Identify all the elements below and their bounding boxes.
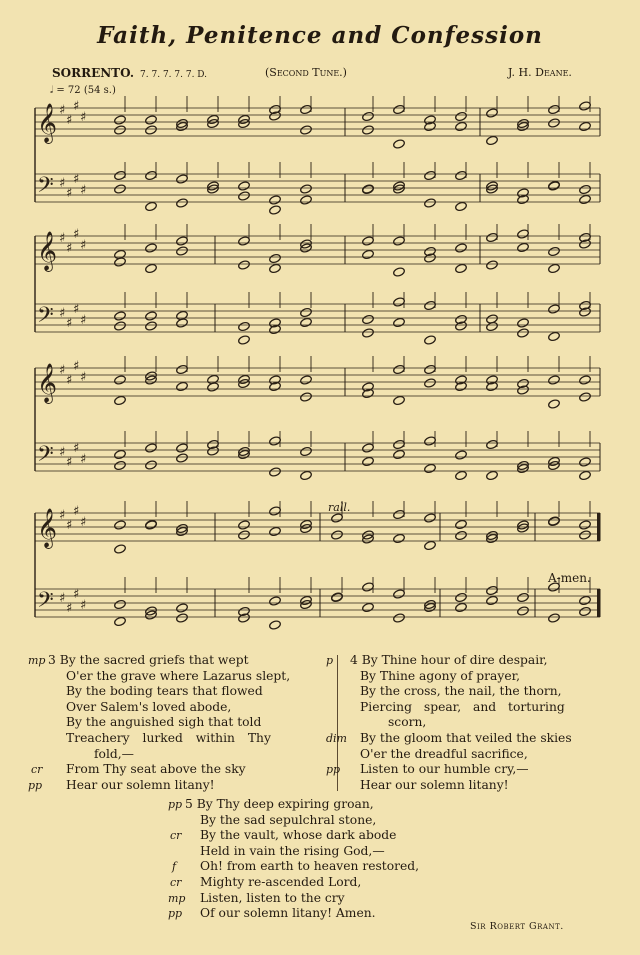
note-head — [114, 616, 127, 627]
sharp-icon: ♯ — [80, 515, 87, 530]
note-head — [238, 530, 251, 541]
note-head — [269, 526, 282, 537]
sharp-icon: ♯ — [59, 306, 66, 321]
sharp-icon: ♯ — [66, 455, 73, 470]
verse-text: Treachery lurked within Thy — [66, 730, 271, 745]
verse-line — [168, 875, 419, 891]
note-head — [114, 449, 127, 460]
note-head — [269, 253, 282, 264]
note-head — [486, 439, 499, 450]
note-head — [424, 463, 437, 474]
note-head — [176, 174, 189, 185]
note-head — [362, 456, 375, 467]
verse-text: Listen, listen to the cry — [200, 890, 345, 905]
sharp-icon: ♯ — [73, 504, 80, 519]
note-head — [269, 205, 282, 216]
note-head — [114, 395, 127, 406]
verse-text: By Thine agony of prayer, — [360, 668, 521, 683]
verse-text: By Thy deep expiring groan, — [196, 797, 374, 811]
verse-line — [28, 715, 290, 731]
note-head — [424, 335, 437, 346]
note-head — [424, 378, 437, 389]
note-head — [114, 599, 127, 610]
note-head — [579, 392, 592, 403]
rall-marking: rall. — [328, 501, 351, 514]
verse-line — [168, 813, 419, 829]
note-head — [455, 470, 468, 481]
note-head — [300, 184, 313, 195]
note-head — [393, 589, 406, 600]
note-head — [145, 243, 158, 254]
dynamic-mark: pp — [28, 778, 43, 792]
note-head — [176, 310, 189, 321]
sharp-icon: ♯ — [66, 241, 73, 256]
note-head — [114, 321, 127, 332]
verse-line — [28, 669, 290, 685]
note-head — [455, 602, 468, 613]
dynamic-mark: cr — [170, 875, 182, 889]
note-head — [145, 311, 158, 322]
verse-line — [168, 797, 419, 813]
bass-clef-icon: 𝄢 — [37, 303, 54, 333]
verse-line — [28, 653, 290, 669]
note-head — [362, 125, 375, 136]
note-head — [424, 513, 437, 524]
sharp-icon: ♯ — [73, 172, 80, 187]
verse-line — [168, 859, 419, 875]
sharp-icon: ♯ — [73, 359, 80, 374]
page-title: Faith, Penitence and Confession — [97, 22, 543, 49]
note-head — [548, 304, 561, 315]
sharp-icon: ♯ — [59, 508, 66, 523]
dynamic-mark: mp — [168, 891, 186, 905]
note-head — [517, 328, 530, 339]
note-head — [176, 603, 189, 614]
note-head — [362, 602, 375, 613]
verse-number: 5 — [185, 797, 193, 811]
verse-text: By the cross, the nail, the thorn, — [360, 684, 562, 699]
note-head — [393, 395, 406, 406]
note-head — [114, 460, 127, 471]
verse-text: Of our solemn litany! Amen. — [200, 906, 376, 921]
note-head — [114, 125, 127, 136]
note-head — [517, 318, 530, 329]
verse-line — [326, 669, 572, 685]
note-head — [393, 267, 406, 278]
amen-lyric: A-men. — [548, 571, 591, 585]
note-head — [176, 198, 189, 209]
note-head — [579, 530, 592, 541]
note-head — [269, 467, 282, 478]
note-head — [145, 125, 158, 136]
note-head — [579, 457, 592, 468]
note-head — [145, 443, 158, 454]
note-head — [455, 519, 468, 530]
verse-text: Oh! from earth to heaven restored, — [200, 859, 420, 874]
note-head — [238, 520, 251, 531]
verse-line — [326, 700, 572, 716]
tune-meter: 7. 7. 7. 7. 7. D. — [140, 70, 208, 80]
note-head — [114, 170, 127, 181]
note-head — [486, 232, 499, 243]
note-head — [114, 375, 127, 386]
note-head — [455, 201, 468, 212]
verse-line — [28, 731, 290, 747]
note-head — [455, 111, 468, 122]
note-head — [424, 170, 437, 181]
note-head — [145, 115, 158, 126]
sharp-icon: ♯ — [59, 103, 66, 118]
note-head — [579, 375, 592, 386]
verse-text: scorn, — [388, 715, 427, 730]
verse-number: 3 — [48, 653, 56, 667]
verse-text: Hear our solemn litany! — [360, 777, 509, 792]
note-head — [362, 314, 375, 325]
sharp-icon: ♯ — [66, 601, 73, 616]
verse-line — [168, 906, 419, 922]
bass-clef-icon: 𝄢 — [37, 173, 54, 203]
note-head — [424, 436, 437, 447]
dynamic-mark: p — [326, 654, 334, 667]
final-barline — [597, 589, 600, 617]
dynamic-mark: pp — [168, 798, 183, 811]
sharp-icon: ♯ — [66, 373, 73, 388]
verse-line — [326, 653, 572, 669]
sharp-icon: ♯ — [80, 598, 87, 613]
note-head — [548, 263, 561, 274]
note-head — [114, 115, 127, 126]
verse-text: Held in vain the rising God,— — [200, 843, 385, 858]
note-head — [362, 236, 375, 247]
note-head — [548, 375, 561, 386]
note-head — [393, 613, 406, 624]
dynamic-mark: pp — [326, 763, 341, 777]
verse-line — [326, 715, 572, 731]
note-head — [579, 101, 592, 112]
note-head — [362, 443, 375, 454]
sharp-icon: ♯ — [80, 110, 87, 125]
note-head — [486, 585, 499, 596]
sharp-icon: ♯ — [80, 370, 87, 385]
note-head — [424, 198, 437, 209]
verse-text: From Thy seat above the sky — [66, 762, 246, 777]
note-head — [176, 246, 189, 257]
verse-text: O'er the dreadful sacrifice, — [360, 746, 528, 761]
note-head — [455, 592, 468, 603]
tempo-text: = 72 (54 s.) — [56, 85, 116, 96]
note-head — [548, 399, 561, 410]
sharp-icon: ♯ — [66, 518, 73, 533]
note-head — [238, 321, 251, 332]
treble-clef-icon: 𝄞 — [37, 363, 58, 403]
note-head — [579, 595, 592, 606]
note-head — [238, 191, 251, 202]
verse-text: By Thine hour of dire despair, — [361, 653, 548, 667]
verse-text: Piercing spear, and torturing — [360, 699, 565, 714]
note-head — [145, 460, 158, 471]
verse-line — [326, 684, 572, 700]
note-head — [393, 439, 406, 450]
note-head — [455, 263, 468, 274]
sharp-icon: ♯ — [73, 441, 80, 456]
note-head — [145, 321, 158, 332]
note-head — [486, 595, 499, 606]
final-barline — [597, 513, 600, 541]
note-head — [238, 236, 251, 247]
verse-line — [28, 778, 290, 794]
note-head — [176, 443, 189, 454]
note-head — [269, 506, 282, 517]
sharp-icon: ♯ — [73, 227, 80, 242]
note-head — [393, 364, 406, 375]
note-head — [114, 184, 127, 195]
note-head — [548, 118, 561, 129]
note-head — [455, 170, 468, 181]
note-head — [238, 260, 251, 271]
note-head — [176, 613, 189, 624]
note-head — [176, 364, 189, 375]
note-head — [145, 170, 158, 181]
note-head — [300, 317, 313, 328]
note-head — [300, 125, 313, 136]
note-head — [176, 381, 189, 392]
note-head — [300, 104, 313, 115]
sharp-icon: ♯ — [80, 452, 87, 467]
verse-text: Listen to our humble cry,— — [360, 762, 529, 777]
verse-line — [326, 747, 572, 763]
sharp-icon: ♯ — [59, 445, 66, 460]
note-head — [393, 449, 406, 460]
note-head — [269, 596, 282, 607]
note-head — [548, 331, 561, 342]
note-head — [579, 520, 592, 531]
verse-line — [168, 891, 419, 907]
note-head — [300, 470, 313, 481]
note-head — [517, 242, 530, 253]
treble-clef-icon: 𝄞 — [37, 103, 58, 143]
sharp-icon: ♯ — [59, 363, 66, 378]
sharp-icon: ♯ — [66, 113, 73, 128]
note-head — [517, 606, 530, 617]
note-head — [362, 249, 375, 260]
tune-setting: (Second Tune.) — [265, 66, 347, 79]
note-head — [455, 121, 468, 132]
note-head — [300, 307, 313, 318]
verse-line — [28, 700, 290, 716]
note-head — [486, 470, 499, 481]
note-head — [486, 314, 499, 325]
note-head — [393, 139, 406, 150]
note-head — [517, 592, 530, 603]
note-head — [300, 392, 313, 403]
verse-text: By the sad sepulchral stone, — [200, 812, 377, 827]
note-head — [455, 530, 468, 541]
sharp-icon: ♯ — [66, 186, 73, 201]
note-head — [393, 509, 406, 520]
note-head — [114, 544, 127, 555]
verse-text: Hear our solemn litany! — [66, 777, 215, 792]
note-head — [424, 300, 437, 311]
verse-line — [28, 747, 290, 763]
sharp-icon: ♯ — [73, 99, 80, 114]
note-head — [176, 453, 189, 464]
note-head — [207, 374, 220, 385]
note-head — [393, 297, 406, 308]
note-head — [331, 513, 344, 524]
note-head — [269, 436, 282, 447]
note-head — [517, 229, 530, 240]
note-head — [300, 195, 313, 206]
note-head — [331, 530, 344, 541]
verse-4 — [326, 653, 572, 793]
dynamic-mark: dim — [326, 731, 347, 745]
note-head — [579, 184, 592, 195]
dynamic-mark: cr — [31, 763, 43, 777]
note-head — [393, 236, 406, 247]
verse-text: By the vault, whose dark abode — [200, 828, 397, 843]
verse-line — [28, 684, 290, 700]
note-head — [269, 263, 282, 274]
verse-line — [326, 762, 572, 778]
note-head — [269, 195, 282, 206]
treble-clef-icon: 𝄞 — [37, 231, 58, 271]
sharp-icon: ♯ — [80, 183, 87, 198]
verse-number: 4 — [350, 653, 358, 667]
verse-line — [326, 778, 572, 794]
verse-text: By the anguished sigh that told — [66, 715, 262, 730]
treble-clef-icon: 𝄞 — [37, 508, 58, 548]
note-head — [362, 328, 375, 339]
sharp-icon: ♯ — [59, 176, 66, 191]
note-head — [424, 540, 437, 551]
note-head — [486, 260, 499, 271]
author: Sir Robert Grant. — [470, 921, 564, 932]
note-head — [362, 582, 375, 593]
half-note-icon: 𝅗𝅥 — [50, 85, 54, 96]
sharp-icon: ♯ — [80, 238, 87, 253]
note-head — [362, 111, 375, 122]
sharp-icon: ♯ — [73, 587, 80, 602]
note-head — [455, 450, 468, 461]
verse-text: fold,— — [94, 746, 134, 761]
dynamic-mark: f — [172, 860, 177, 874]
note-head — [269, 620, 282, 631]
verse-line — [326, 731, 572, 747]
sharp-icon: ♯ — [66, 316, 73, 331]
note-head — [579, 470, 592, 481]
note-head — [300, 375, 313, 386]
bass-clef-icon: 𝄢 — [37, 588, 54, 618]
verse-text: By the boding tears that flowed — [66, 684, 263, 699]
verse-line — [28, 762, 290, 778]
note-head — [424, 364, 437, 375]
note-head — [393, 533, 406, 544]
verse-text: O'er the grave where Lazarus slept, — [66, 668, 291, 683]
verse-line — [168, 844, 419, 860]
note-head — [114, 249, 127, 260]
verse-text: By the sacred griefs that wept — [59, 653, 249, 667]
composer: J. H. Deane. — [508, 66, 572, 79]
note-head — [579, 606, 592, 617]
note-head — [579, 121, 592, 132]
note-head — [145, 201, 158, 212]
verse-text: Mighty re-ascended Lord, — [200, 874, 362, 889]
verse-text: Over Salem's loved abode, — [66, 699, 232, 714]
note-head — [455, 243, 468, 254]
note-head — [238, 335, 251, 346]
dynamic-mark: pp — [168, 907, 183, 921]
tune-name-text: SORRENTO. — [52, 66, 135, 80]
sharp-icon: ♯ — [80, 313, 87, 328]
note-head — [393, 104, 406, 115]
note-head — [114, 311, 127, 322]
note-head — [300, 446, 313, 457]
note-head — [145, 263, 158, 274]
note-head — [548, 613, 561, 624]
verse-line — [168, 828, 419, 844]
note-head — [579, 194, 592, 205]
bass-clef-icon: 𝄢 — [37, 442, 54, 472]
sharp-icon: ♯ — [59, 591, 66, 606]
verse-3 — [28, 653, 290, 793]
note-head — [176, 236, 189, 247]
sharp-icon: ♯ — [73, 302, 80, 317]
verse-5 — [168, 797, 419, 922]
note-head — [486, 108, 499, 119]
note-head — [114, 520, 127, 531]
sharp-icon: ♯ — [59, 231, 66, 246]
note-head — [486, 135, 499, 146]
note-head — [393, 317, 406, 328]
note-head — [548, 246, 561, 257]
dynamic-mark: cr — [170, 829, 182, 843]
dynamic-mark: mp — [28, 654, 46, 667]
verse-text: By the gloom that veiled the skies — [360, 730, 572, 745]
note-head — [238, 181, 251, 192]
note-head — [548, 104, 561, 115]
